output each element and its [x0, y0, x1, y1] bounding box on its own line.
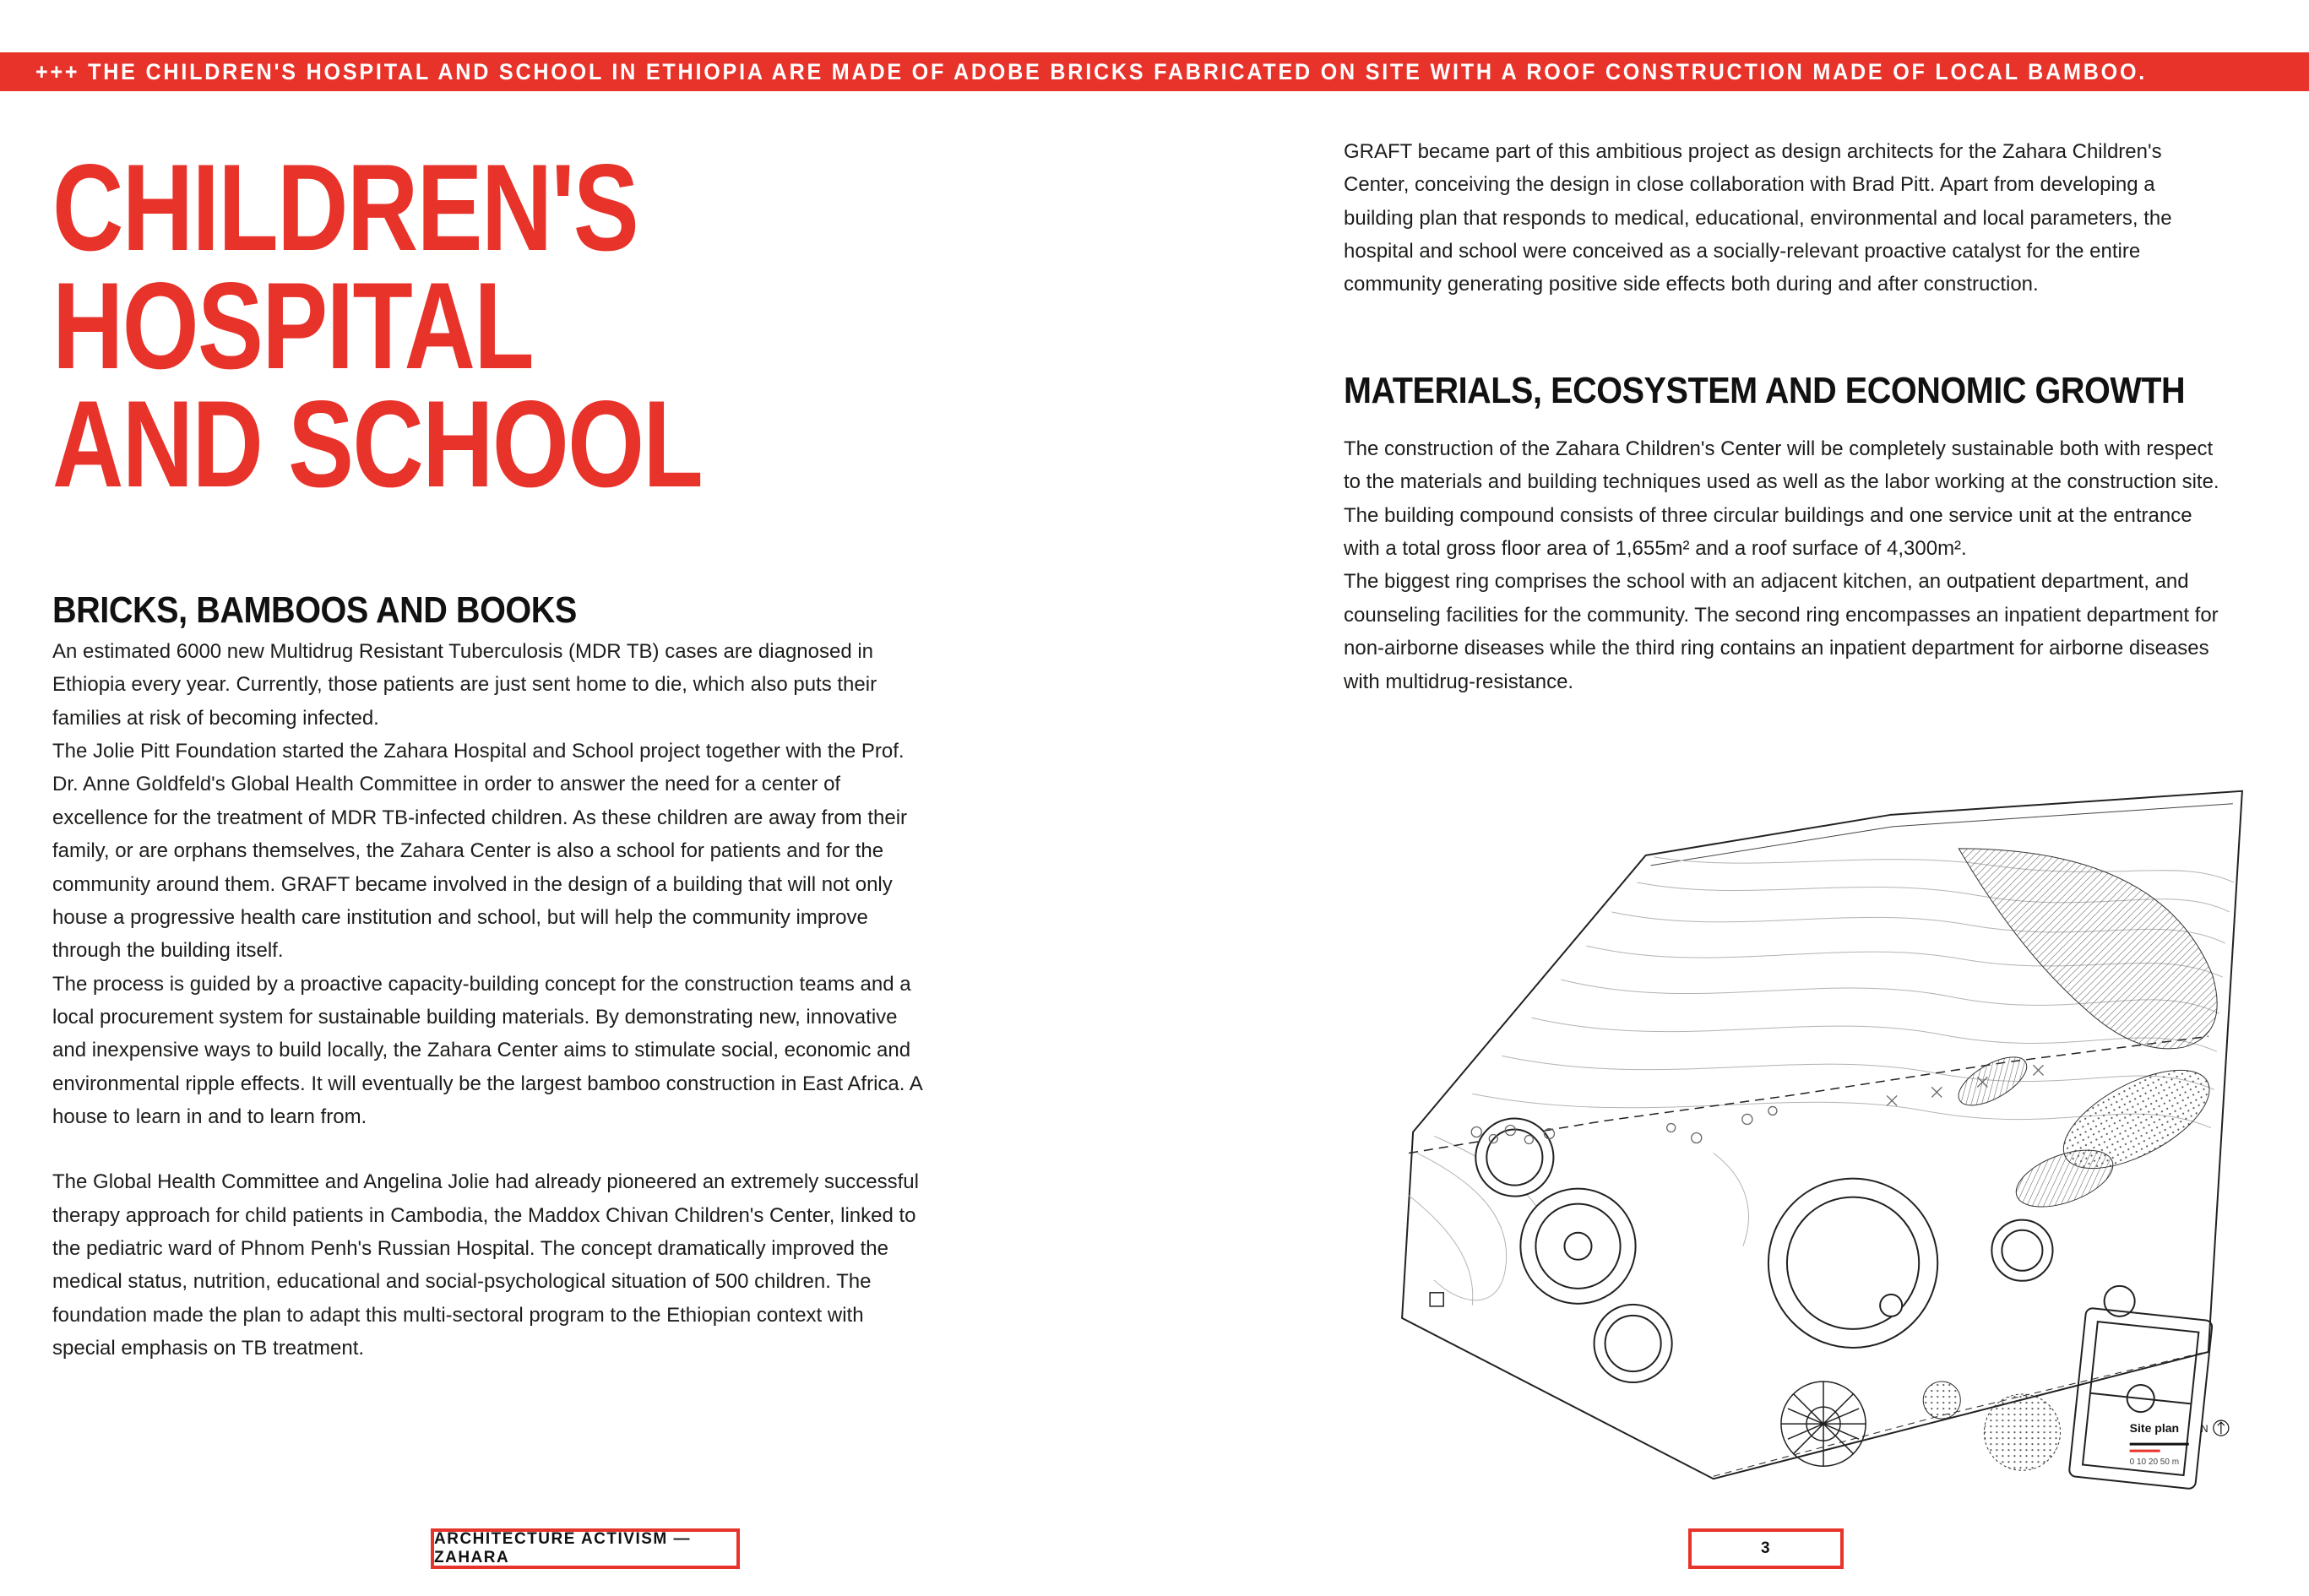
page-title-line-1: CHILDREN'S	[52, 138, 638, 276]
top-banner	[0, 52, 2309, 91]
banner-text: +++ THE CHILDREN'S HOSPITAL AND SCHOOL IN ETHIOPIA ARE MADE OF ADOBE BRICKS FABRICATED ON SITE WITH A ROOF CONSTRUCTION MADE OF LOCAL BAMBOO.	[35, 58, 2148, 84]
page-number: 3	[1760, 1539, 1772, 1557]
left-paragraph-4: The Global Health Committee and Angelina Jolie had already pioneered an extremely successful therapy approach for child patients in Cambodia, the Maddox Chivan Children's Center, linked to the pediatric ward of Phnom Penh's Russian Hospital. The concept dramatically improved the medical status, nutrition, educational and social-psychological situation of 500 children. The foundation made the plan to adapt this multi-sectoral program to the Ethiopian context with special emphasis on TB treatment.	[52, 1170, 919, 1360]
chapter-footer-text: ARCHITECTURE ACTIVISM — ZAHARA	[434, 1530, 692, 1566]
north-label: N	[2200, 1423, 2208, 1436]
site-plan-scale-label: 0 10 20 50 m	[2129, 1458, 2180, 1468]
site-plan-drawing	[1350, 754, 2289, 1518]
page-title-line-3: AND SCHOOL	[52, 375, 703, 513]
page-number-box	[1688, 1528, 1844, 1569]
left-paragraph-3: The process is guided by a proactive capacity-building concept for the construction teams and a local procurement system for sustainable building materials. By demonstrating new, innovative and inexpensive ways to build locally, the Zahara Center aims to stimulate social, economic and environmental ripple effects. It will eventually be the largest bamboo construction in East Africa. A house to learn in and to learn from.	[52, 972, 922, 1129]
left-paragraph-2: The Jolie Pitt Foundation started the Zahara Hospital and School project together with the Prof. Dr. Anne Goldfeld's Global Health Committee in order to answer the need for a center of excellence for the treatment of MDR TB-infected children. As these children are away from their family, or are orphans themselves, the Zahara Center is also a school for patients and for the community around them. GRAFT became involved in the design of a building that will not only house a progressive health care institution and school, but will help the community improve through the building itself.	[52, 740, 908, 963]
left-body-column	[52, 635, 931, 1365]
right-intro-column	[1344, 135, 2224, 301]
right-section-heading: MATERIALS, ECOSYSTEM AND ECONOMIC GROWTH	[1344, 370, 2186, 411]
page-title	[52, 138, 703, 513]
right-paragraph-2: The building compound consists of three circular buildings and one service unit at the entrance with a total gross floor area of 1,655m² and a roof surface of 4,300m².	[1344, 503, 2192, 561]
site-plan-figure	[1350, 754, 2289, 1518]
left-section-heading: BRICKS, BAMBOOS AND BOOKS	[52, 589, 577, 631]
chapter-footer-label	[431, 1528, 740, 1569]
left-paragraph-1: An estimated 6000 new Multidrug Resistant Tuberculosis (MDR TB) cases are diagnosed in Ethiopia every year. Currently, those patients are just sent home to die, which also puts their families at risk of becoming infected.	[52, 640, 877, 730]
right-paragraph-3: The biggest ring comprises the school with an adjacent kitchen, an outpatient department, and counseling facilities for the community. The second ring encompasses an inpatient department for non-airborne diseases while the third ring contains an inpatient department for airborne diseases with multidrug-resistance.	[1344, 570, 2219, 693]
north-arrow-icon	[2214, 1420, 2229, 1436]
right-intro-paragraph: GRAFT became part of this ambitious project as design architects for the Zahara Children's Center, conceiving the design in close collaboration with Brad Pitt. Apart from developing a building plan that responds to medical, educational, environmental and local parameters, the hospital and school were conceived as a socially-relevant proactive catalyst for the entire community generating positive side effects both during and after construction.	[1344, 140, 2172, 296]
right-paragraph-1: The construction of the Zahara Children's Center will be completely sustainable both with respect to the materials and building techniques used as well as the labor working at the construction site.	[1344, 437, 2219, 494]
page-title-line-2: HOSPITAL	[52, 257, 534, 395]
right-body-column	[1344, 432, 2224, 698]
site-plan-caption: Site plan	[2129, 1421, 2180, 1436]
